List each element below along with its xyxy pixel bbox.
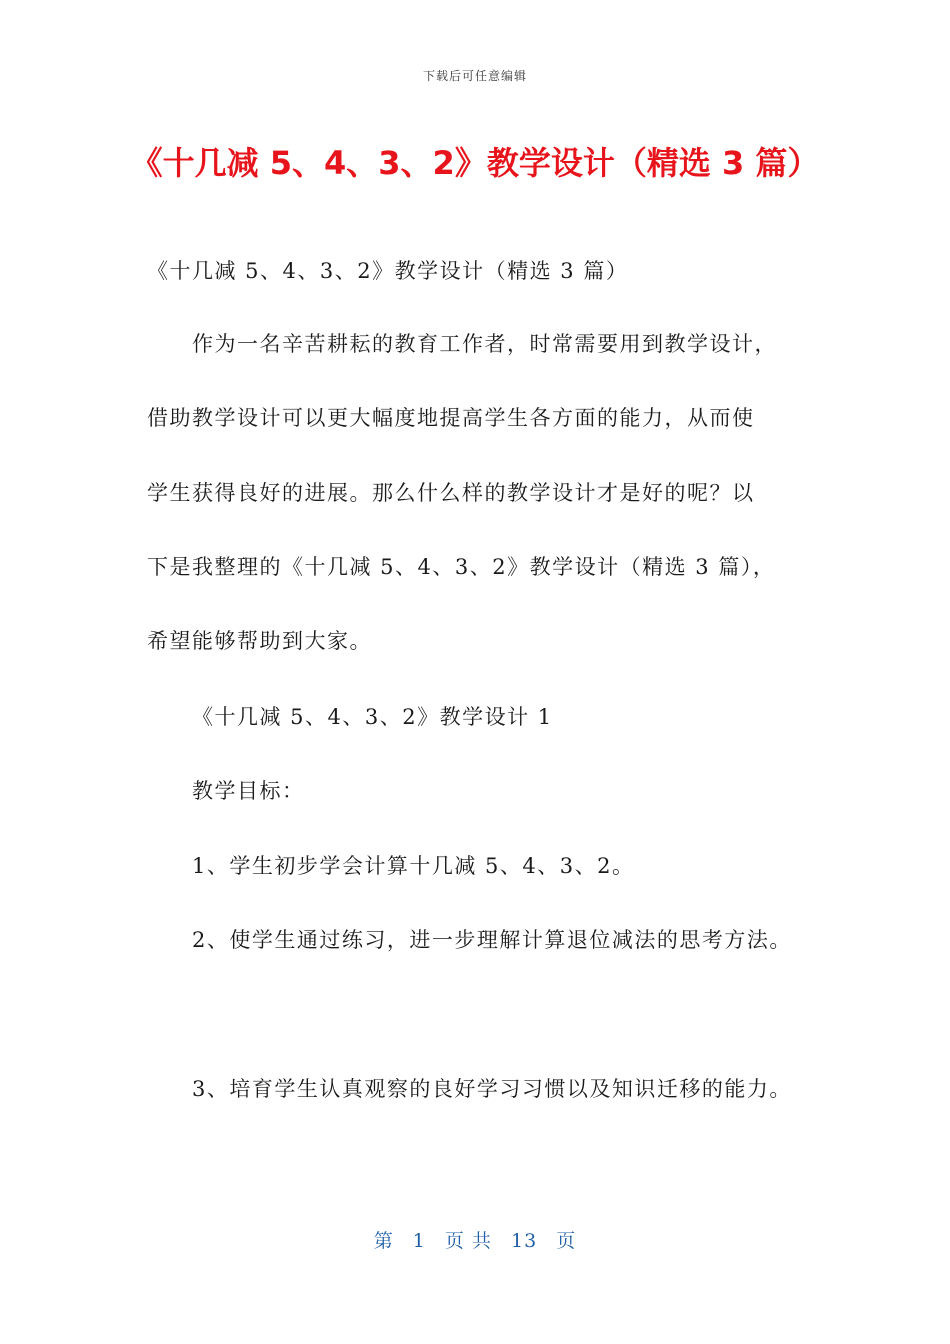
goal-item-2: 2、使学生通过练习，进一步理解计算退位减法的思考方法。 (192, 928, 792, 952)
footer-current-page: 1 (412, 1230, 426, 1252)
intro-line-5: 希望能够帮助到大家。 (147, 629, 372, 653)
section-heading: 《十几减 5、4、3、2》教学设计 1 (192, 705, 553, 729)
intro-line-4: 下是我整理的《十几减 5、4、3、2》教学设计（精选 3 篇）， (147, 555, 776, 579)
goal-item-3: 3、培育学生认真观察的良好学习习惯以及知识迁移的能力。 (192, 1077, 792, 1101)
document-title: 《十几减 5、4、3、2》教学设计（精选 3 篇） (130, 144, 820, 182)
header-note: 下载后可任意编辑 (422, 69, 527, 83)
goal-item-1: 1、学生初步学会计算十几减 5、4、3、2。 (192, 854, 635, 878)
footer-middle: 页 共 (444, 1230, 492, 1252)
page-footer (0, 1226, 950, 1253)
intro-line-3: 学生获得良好的进展。那么什么样的教学设计才是好的呢？以 (147, 481, 755, 505)
goals-heading: 教学目标： (192, 779, 305, 803)
intro-line-1: 作为一名辛苦耕耘的教育工作者，时常需要用到教学设计， (192, 332, 777, 356)
intro-line-2: 借助教学设计可以更大幅度地提高学生各方面的能力，从而使 (147, 406, 755, 430)
footer-total-pages: 13 (511, 1230, 538, 1252)
footer-suffix: 页 (556, 1230, 577, 1252)
footer-prefix: 第 (373, 1230, 394, 1252)
document-subtitle: 《十几减 5、4、3、2》教学设计（精选 3 篇） (147, 259, 629, 283)
